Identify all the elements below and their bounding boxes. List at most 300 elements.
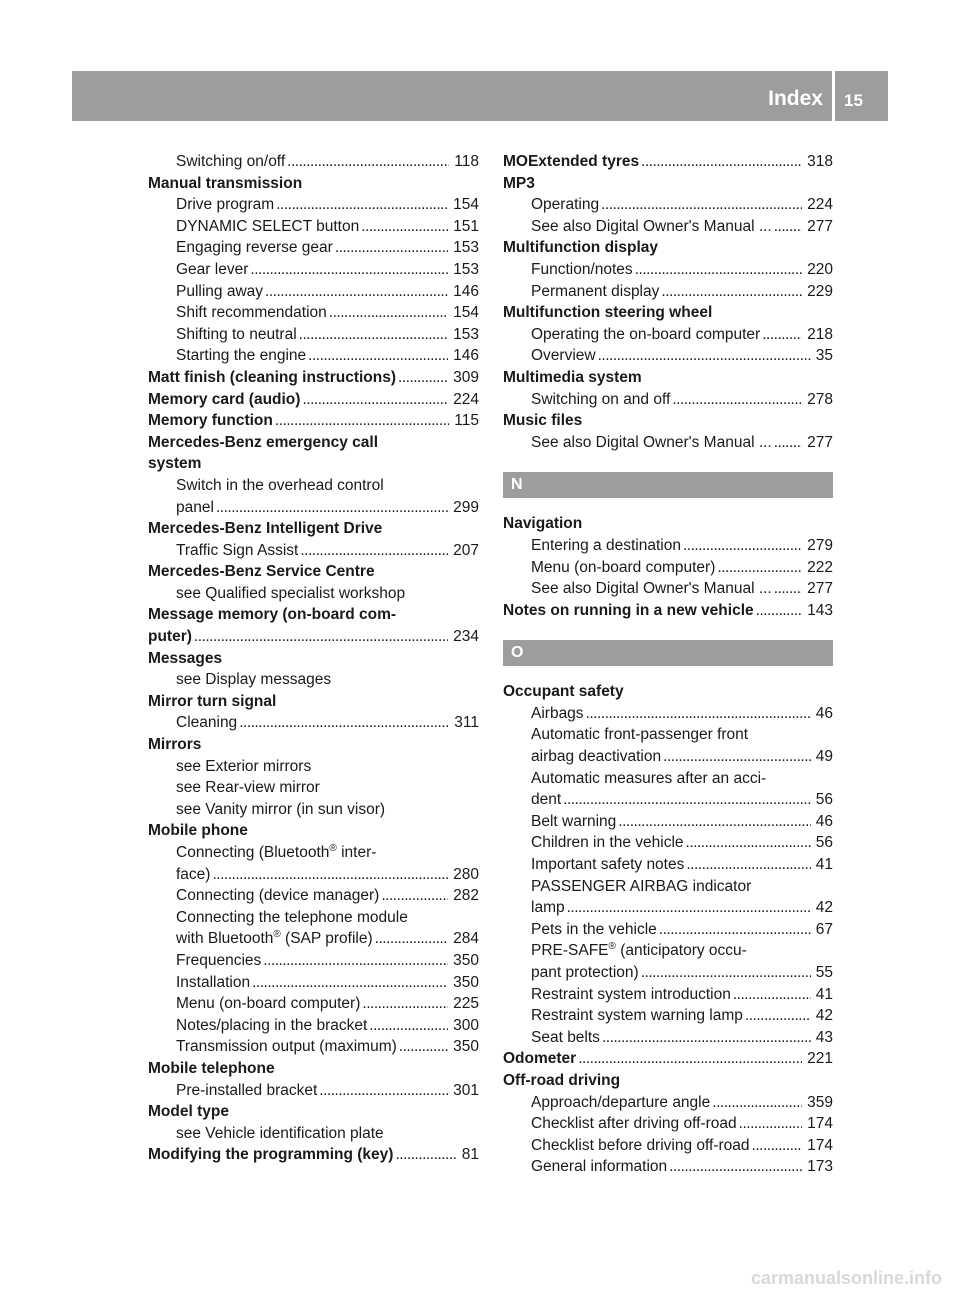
page-ref: 299 [453, 498, 479, 516]
dot-leader [194, 626, 448, 648]
entry-label: Pre-installed bracket [176, 1081, 318, 1099]
entry-label: see Vehicle identification plate [176, 1124, 384, 1142]
entry-label: DYNAMIC SELECT button [176, 217, 360, 235]
entry-label: Restraint system introduction [531, 985, 731, 1003]
page-ref: 277 [807, 580, 833, 598]
dot-leader [335, 237, 448, 259]
entry-label: Traffic Sign Assist [176, 541, 299, 559]
index-entry [148, 1058, 479, 1080]
page-ref: 173 [807, 1158, 833, 1176]
entry-label: Pulling away [176, 282, 264, 300]
page-ref: 350 [453, 951, 479, 969]
entry-label: Matt finish (cleaning instructions) [148, 368, 397, 386]
dot-leader [395, 1144, 456, 1166]
dot-leader [635, 259, 802, 281]
dot-leader [739, 1113, 803, 1135]
section-gap [503, 621, 833, 640]
index-subentry [148, 151, 479, 173]
entry-label: Manual transmission [148, 174, 303, 192]
entry-label: Memory card (audio) [148, 390, 301, 408]
index-subentry [503, 324, 833, 346]
entry-label: with Bluetooth® (SAP profile) [176, 929, 373, 948]
dot-leader [672, 389, 802, 411]
dot-leader [250, 259, 448, 281]
index-subentry [148, 194, 479, 216]
index-entry [503, 1048, 833, 1070]
entry-label: See also Digital Owner's Manual ... [531, 217, 772, 235]
page-ref: 153 [453, 239, 479, 257]
index-subentry [148, 885, 479, 907]
page-ref: 153 [453, 325, 479, 343]
entry-label: Connecting (Bluetooth® inter- [176, 843, 377, 861]
entry-label: Off-road driving [503, 1071, 621, 1089]
entry-label: Approach/departure angle [531, 1093, 711, 1111]
entry-label: Drive program [176, 196, 275, 214]
page-ref: 225 [453, 995, 479, 1013]
entry-label: General information [531, 1158, 668, 1176]
dot-leader [683, 535, 802, 557]
index-entry [148, 1144, 479, 1166]
entry-label: Installation [176, 973, 251, 991]
index-subentry [148, 928, 479, 950]
dot-leader [686, 832, 811, 854]
entry-label: Automatic measures after an acci- [531, 769, 767, 787]
index-subentry [503, 919, 833, 941]
index-entry [503, 1070, 833, 1092]
page-ref: 359 [807, 1093, 833, 1111]
entry-label: Mobile phone [148, 822, 248, 840]
page-ref: 279 [807, 536, 833, 554]
index-subentry [148, 237, 479, 259]
index-entry [148, 734, 479, 756]
index-subentry [503, 1113, 833, 1135]
dot-leader [586, 703, 811, 725]
entry-label: Occupant safety [503, 683, 624, 701]
page-ref: 174 [807, 1136, 833, 1154]
dot-leader [598, 345, 811, 367]
index-subentry [503, 1092, 833, 1114]
entry-label: Notes/placing in the bracket [176, 1016, 368, 1034]
section-gap [503, 498, 833, 513]
entry-label: Function/notes [531, 260, 633, 278]
page-ref: 207 [453, 541, 479, 559]
index-subentry [503, 746, 833, 768]
dot-leader [287, 151, 449, 173]
letter-label: O [511, 644, 524, 662]
index-subentry [503, 724, 833, 746]
registered-mark: ® [273, 929, 281, 941]
index-subentry [503, 789, 833, 811]
page-ref: 154 [453, 196, 479, 214]
dot-leader [263, 950, 448, 972]
dot-leader [717, 557, 802, 579]
entry-label: see Vanity mirror (in sun visor) [176, 800, 386, 818]
dot-leader [369, 1015, 448, 1037]
entry-label: See also Digital Owner's Manual ... [531, 580, 772, 598]
entry-label: Checklist after driving off-road [531, 1115, 737, 1133]
dot-leader [712, 1092, 802, 1114]
index-entry [503, 173, 833, 195]
dot-leader [661, 281, 802, 303]
index-entry [148, 691, 479, 713]
dot-leader [578, 1048, 802, 1070]
entry-label: Operating the on-board computer [531, 325, 761, 343]
index-subentry [148, 497, 479, 519]
index-subentry [503, 345, 833, 367]
entry-label: MP3 [503, 174, 535, 192]
dot-leader [299, 324, 448, 346]
index-entry [148, 389, 479, 411]
entry-label: Menu (on-board computer) [176, 995, 361, 1013]
entry-label: Children in the vehicle [531, 834, 684, 852]
page-ref: 224 [807, 196, 833, 214]
entry-label: Model type [148, 1103, 229, 1121]
index-subentry [503, 1156, 833, 1178]
index-subentry [503, 832, 833, 854]
entry-label: PRE-SAFE® (anticipatory occu- [531, 941, 747, 960]
dot-leader [641, 151, 802, 173]
page-ref: 143 [807, 601, 833, 619]
index-subentry [503, 281, 833, 303]
entry-label: Restraint system warning lamp [531, 1007, 743, 1025]
dot-leader [774, 432, 802, 454]
entry-label: airbag deactivation [531, 748, 662, 766]
entry-label: Navigation [503, 515, 583, 533]
dot-leader [319, 1080, 448, 1102]
entry-label: Mercedes-Benz Service Centre [148, 563, 375, 581]
entry-label: Mercedes-Benz emergency call [148, 433, 379, 451]
index-subentry [148, 1123, 479, 1145]
registered-mark: ® [608, 941, 616, 953]
letter-header-n [503, 472, 833, 498]
index-subentry [503, 768, 833, 790]
index-entry [148, 518, 479, 540]
index-subentry [503, 811, 833, 833]
dot-leader [265, 281, 448, 303]
page-ref: 151 [453, 217, 479, 235]
dot-leader [669, 1156, 802, 1178]
index-column-left [148, 151, 479, 1166]
index-subentry [148, 281, 479, 303]
index-entry [503, 410, 833, 432]
index-entry [148, 173, 479, 195]
page-ref: 146 [453, 347, 479, 365]
index-subentry [503, 1135, 833, 1157]
index-subentry [148, 302, 479, 324]
index-entry [503, 681, 833, 703]
entry-label: Engaging reverse gear [176, 239, 333, 257]
index-subentry [503, 1027, 833, 1049]
page-ref: 221 [807, 1050, 833, 1068]
entry-label: Shifting to neutral [176, 325, 297, 343]
dot-leader [329, 302, 448, 324]
page-number: 15 [844, 91, 863, 110]
index-subentry [503, 703, 833, 725]
entry-label: Cleaning [176, 714, 238, 732]
index-subentry [503, 897, 833, 919]
index-entry [148, 1101, 479, 1123]
index-subentry [148, 1015, 479, 1037]
index-subentry [148, 540, 479, 562]
entry-label: dent [531, 791, 562, 809]
page-ref: 67 [815, 920, 833, 938]
index-subentry [503, 854, 833, 876]
entry-label: see Display messages [176, 671, 332, 689]
entry-label: lamp [531, 899, 565, 917]
entry-label: Starting the engine [176, 347, 307, 365]
dot-leader [756, 600, 803, 622]
dot-leader [641, 962, 811, 984]
dot-leader [659, 919, 811, 941]
page-ref: 154 [453, 304, 479, 322]
index-subentry [148, 950, 479, 972]
entry-label: Pets in the vehicle [531, 920, 657, 938]
index-subentry [148, 842, 479, 864]
page-ref: 350 [453, 1038, 479, 1056]
entry-label: panel [176, 498, 214, 516]
entry-label: Odometer [503, 1050, 577, 1068]
page-ref: 35 [815, 347, 833, 365]
entry-label: see Exterior mirrors [176, 757, 312, 775]
dot-leader [733, 984, 811, 1006]
index-entry [148, 410, 479, 432]
entry-label: Memory function [148, 412, 273, 430]
entry-label: Mirror turn signal [148, 692, 277, 710]
index-entry [503, 600, 833, 622]
dot-leader [362, 993, 448, 1015]
section-gap [503, 666, 833, 681]
entry-label: See also Digital Owner's Manual ... [531, 433, 772, 451]
entry-label: PASSENGER AIRBAG indicator [531, 877, 752, 895]
entry-label: Switching on/off [176, 153, 286, 170]
page-ref: 222 [807, 558, 833, 576]
index-subentry [503, 984, 833, 1006]
dot-leader [563, 789, 811, 811]
entry-label: Mirrors [148, 736, 202, 754]
index-column-right [503, 151, 833, 1178]
index-entry [148, 561, 479, 583]
page-ref: 55 [815, 964, 833, 981]
entry-label: Seat belts [531, 1028, 600, 1046]
index-subentry [503, 194, 833, 216]
dot-leader [361, 216, 448, 238]
index-entry [503, 237, 833, 259]
index-subentry [503, 432, 833, 454]
index-subentry [503, 557, 833, 579]
index-subentry [148, 777, 479, 799]
entry-label: Switching on and off [531, 390, 671, 408]
page-ref: 282 [453, 887, 479, 905]
page-ref: 174 [807, 1115, 833, 1133]
entry-label: Shift recommendation [176, 304, 327, 322]
page-ref: 49 [815, 748, 833, 766]
entry-label: Multifunction steering wheel [503, 304, 713, 322]
entry-label: Important safety notes [531, 856, 685, 874]
index-subentry [148, 345, 479, 367]
index-subentry [148, 475, 479, 497]
index-subentry [148, 583, 479, 605]
page-ref: 311 [454, 714, 479, 732]
dot-leader [663, 746, 811, 768]
index-subentry [503, 578, 833, 600]
page-ref: 153 [453, 260, 479, 278]
letter-header-o [503, 640, 833, 666]
dot-leader [375, 928, 448, 950]
page-ref: 41 [815, 856, 833, 874]
dot-leader [774, 578, 802, 600]
watermark: carmanualsonline.info [750, 1268, 942, 1288]
entry-label: Permanent display [531, 282, 660, 300]
entry-label: Notes on running in a new vehicle [503, 601, 754, 619]
index-entry [148, 367, 479, 389]
entry-label: Connecting (device manager) [176, 887, 380, 905]
entry-label: Frequencies [176, 951, 262, 969]
index-subentry [148, 259, 479, 281]
dot-leader [762, 324, 802, 346]
dot-leader [275, 410, 449, 432]
entry-label: Multifunction display [503, 239, 658, 257]
dot-leader [302, 389, 448, 411]
index-subentry [503, 535, 833, 557]
entry-label: pant protection) [531, 964, 639, 981]
page-ref: 56 [815, 834, 833, 852]
dot-leader [381, 885, 448, 907]
page-ref: 115 [454, 412, 479, 430]
entry-label: Multimedia system [503, 368, 642, 386]
dot-leader [618, 811, 810, 833]
entry-label: Operating [531, 196, 600, 214]
index-entry [148, 604, 479, 626]
page-ref: 309 [453, 368, 479, 386]
page-ref: 42 [815, 1007, 833, 1025]
page-ref: 220 [807, 260, 833, 278]
dot-leader [216, 497, 448, 519]
page-ref: 284 [453, 930, 479, 948]
index-subentry [148, 907, 479, 929]
index-subentry [148, 972, 479, 994]
dot-leader [602, 1027, 811, 1049]
letter-label: N [511, 476, 523, 494]
index-subentry [148, 1036, 479, 1058]
entry-label: Menu (on-board computer) [531, 558, 716, 576]
dot-leader [752, 1135, 803, 1157]
index-subentry [148, 799, 479, 821]
page-ref: 146 [453, 282, 479, 300]
entry-label: Overview [531, 347, 596, 365]
entry-label: puter) [148, 628, 192, 646]
dot-leader [276, 194, 448, 216]
page-ref: 301 [453, 1081, 479, 1099]
entry-label: Airbags [531, 704, 584, 722]
header-divider [832, 71, 835, 121]
dot-leader [300, 540, 448, 562]
index-subentry [503, 962, 833, 984]
entry-label: Automatic front-passenger front [531, 726, 749, 744]
page-ref: 318 [807, 153, 833, 170]
index-subentry [148, 1080, 479, 1102]
index-entry [148, 626, 479, 648]
entry-label: Message memory (on-board com- [148, 606, 397, 624]
entry-label: system [148, 455, 202, 473]
dot-leader [774, 216, 802, 238]
index-subentry [503, 216, 833, 238]
entry-label: Mercedes-Benz Intelligent Drive [148, 520, 383, 538]
index-entry [148, 648, 479, 670]
section-gap [503, 453, 833, 472]
page-ref: 300 [453, 1016, 479, 1034]
entry-label: face) [176, 865, 211, 883]
page-ref: 224 [453, 390, 479, 408]
index-subentry [503, 389, 833, 411]
index-entry [503, 151, 833, 173]
page-ref: 43 [815, 1028, 833, 1046]
page-ref: 56 [815, 791, 833, 809]
dot-leader [239, 712, 449, 734]
index-subentry [503, 940, 833, 962]
entry-label: Mobile telephone [148, 1059, 275, 1077]
entry-label: Music files [503, 412, 583, 430]
page-ref: 46 [815, 812, 833, 830]
dot-leader [252, 972, 448, 994]
dot-leader [308, 345, 448, 367]
page-ref: 234 [453, 628, 479, 646]
dot-leader [686, 854, 810, 876]
dot-leader [398, 367, 448, 389]
dot-leader [212, 864, 448, 886]
entry-label: Transmission output (maximum) [176, 1038, 397, 1056]
page-ref: 277 [807, 433, 833, 451]
index-subentry [148, 216, 479, 238]
page-ref: 218 [807, 325, 833, 343]
index-subentry [148, 669, 479, 691]
index-subentry [148, 864, 479, 886]
page-ref: 41 [815, 985, 833, 1003]
index-entry [148, 432, 479, 454]
page-ref: 278 [807, 390, 833, 408]
entry-label: Entering a destination [531, 536, 681, 554]
index-entry [148, 453, 479, 475]
entry-label: MOExtended tyres [503, 153, 640, 170]
dot-leader [601, 194, 802, 216]
dot-leader [399, 1036, 448, 1058]
entry-label: Gear lever [176, 260, 249, 278]
page-ref: 46 [815, 704, 833, 722]
entry-label: see Rear-view mirror [176, 779, 320, 797]
index-subentry [148, 712, 479, 734]
index-subentry [148, 324, 479, 346]
page-ref: 229 [807, 282, 833, 300]
entry-label: Switch in the overhead control [176, 476, 384, 494]
page-ref: 350 [453, 973, 479, 991]
registered-mark: ® [329, 843, 337, 854]
page-title: Index [768, 87, 823, 110]
dot-leader [745, 1005, 811, 1027]
entry-label: see Qualified specialist workshop [176, 584, 406, 602]
index-subentry [503, 1005, 833, 1027]
entry-label: Checklist before driving off-road [531, 1136, 750, 1154]
entry-label: Modifying the programming (key) [148, 1146, 394, 1164]
index-subentry [148, 993, 479, 1015]
index-entry [503, 367, 833, 389]
page-ref: 81 [461, 1146, 479, 1164]
index-entry [503, 513, 833, 535]
page-ref: 277 [807, 217, 833, 235]
page-ref: 280 [453, 865, 479, 883]
index-entry [148, 820, 479, 842]
index-subentry [503, 259, 833, 281]
entry-label: Messages [148, 649, 223, 667]
page-ref: 42 [815, 899, 833, 917]
